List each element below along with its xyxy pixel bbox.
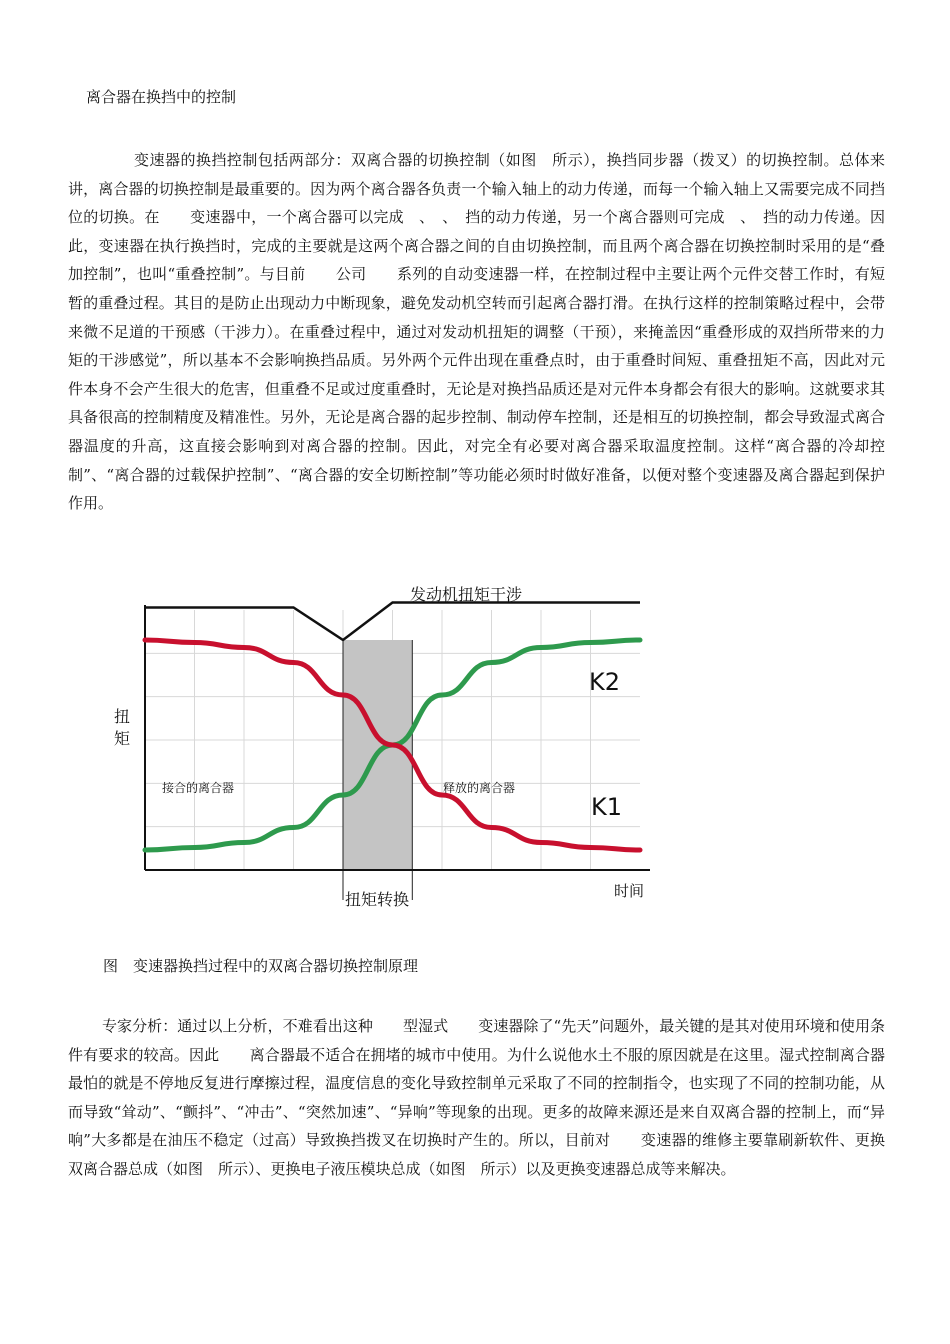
- chart-label-releasing: 释放的离合器: [443, 781, 516, 795]
- chart-highlight-label: 扭矩转换: [345, 890, 410, 909]
- section-title: 离合器在换挡中的控制: [86, 88, 237, 106]
- body-paragraph-2: 专家分析：通过以上分析，不难看出这种 型湿式 变速器除了“先天”问题外，最关键的是其对使用环境和使用条件有要求的较高。因此 离合器最不适合在拥堵的城市中使用。为什么说他水土不服的原因就是在这里。湿式控制离合器最怕的就是不停地反复进行摩擦过程，温度信息的变化导致控制单元采取了不同的控制指令，也实现了不同的控制功能，从而导致“耸动”、“颤抖”、“冲击”、“突然加速”、“异响”等现象的出现。更多的故障来源还是来自双离合器的控制上，而“异响”大多都是在油压不稳定（过高）导致换挡拨叉在切换时产生的。所以，目前对 变速器的维修主要靠刷新软件、更换双离合器总成（如图 所示）、更换电子液压模块总成（如图 所示）以及更换变速器总成等来解决。: [68, 1017, 885, 1178]
- chart-title: 发动机扭矩干涉: [410, 585, 523, 604]
- chart-label-engaging: 接合的离合器: [162, 781, 235, 795]
- figure-caption: 图 变速器换挡过程中的双离合器切换控制原理: [103, 957, 419, 975]
- torque-chart: [100, 570, 660, 920]
- chart-series-k2-label: K2: [589, 668, 621, 696]
- chart-ylabel: 扭矩: [114, 707, 131, 748]
- body-paragraph-1: 变速器的换挡控制包括两部分：双离合器的切换控制（如图 所示），换挡同步器（拨叉）的切换控制。总体来讲，离合器的切换控制是最重要的。因为两个离合器各负责一个输入轴上的动力传递，而每一个输入轴上又需要完成不同挡位的切换。在 变速器中，一个离合器可以完成 、 、 挡的动力传递，另一个离合器则可完成 、 挡的动力传递。因此，变速器在执行换挡时，完成的主要就是这两个离合器之间的自由切换控制，而且两个离合器在切换控制时采用的是“叠加控制”，也叫“重叠控制”。与目前 公司 系列的自动变速器一样，在控制过程中主要让两个元件交替工作时，有短暂的重叠过程。其目的是防止出现动力中断现象，避免发动机空转而引起离合器打滑。在执行这样的控制策略过程中，会带来微不足道的干预感（干涉力）。在重叠过程中，通过对发动机扭矩的调整（干预），来掩盖因“重叠形成的双挡所带来的力矩的干涉感觉”，所以基本不会影响换挡品质。另外两个元件出现在重叠点时，由于重叠时间短、重叠扭矩不高，因此对元件本身不会产生很大的危害，但重叠不足或过度重叠时，无论是对换挡品质还是对元件本身都会有很大的影响。这就要求其具备很高的控制精度及精准性。另外，无论是离合器的起步控制、制动停车控制，还是相互的切换控制，都会导致湿式离合器温度的升高，这直接会影响到对离合器的控制。因此，对完全有必要对离合器采取温度控制。这样“离合器的冷却控制”、“离合器的过载保护控制”、“离合器的安全切断控制”等功能必须时时做好准备，以便对整个变速器及离合器起到保护作用。: [68, 151, 885, 513]
- torque-chart-svg: [100, 570, 660, 920]
- chart-series-k1-label: K1: [591, 793, 623, 821]
- chart-xlabel: 时间: [614, 882, 645, 900]
